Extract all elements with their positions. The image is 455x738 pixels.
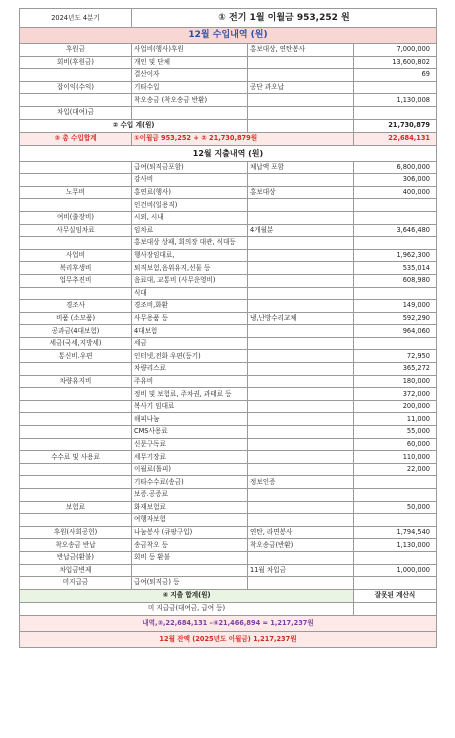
expense-item: 화재보험료 (132, 501, 248, 514)
expense-item: 송금착오 등 (132, 539, 248, 552)
income-title: 12월 수입내역 (원) (20, 28, 437, 44)
income-item: 착오송금 (착오송금 반환) (132, 94, 248, 107)
expense-amount: 1,794,540 (354, 526, 437, 539)
expense-row (20, 186, 437, 199)
expense-note: 체납액 포함 (248, 161, 354, 174)
expense-category (20, 199, 132, 212)
income-item: 개인 및 단체 (132, 56, 248, 69)
income-item (132, 106, 248, 119)
income-total-amount: 21,730,879 (354, 119, 437, 132)
expense-category: 후원(사회공헌) (20, 526, 132, 539)
expense-note: 연탄, 라면봉사 (248, 526, 354, 539)
grand-total-row (20, 132, 437, 145)
expense-amount: 6,800,000 (354, 161, 437, 174)
expense-note (248, 388, 354, 401)
income-row (20, 81, 437, 94)
expense-amount (354, 237, 437, 250)
expense-item: 여행자보험 (132, 514, 248, 527)
expense-item: 사무용품 등 (132, 312, 248, 325)
expense-amount: 372,000 (354, 388, 437, 401)
expense-note (248, 287, 354, 300)
expense-category: 비품 (소모품) (20, 312, 132, 325)
expense-category (20, 413, 132, 426)
expense-item: 음료대, 교통비 (사무운영비) (132, 274, 248, 287)
expense-row (20, 262, 437, 275)
income-row (20, 94, 437, 107)
expense-amount: 22,000 (354, 463, 437, 476)
expense-row (20, 300, 437, 313)
expense-note (248, 211, 354, 224)
unpaid-amount (354, 602, 437, 615)
expense-category (20, 426, 132, 439)
expense-note (248, 300, 354, 313)
expense-amount: 3,646,480 (354, 224, 437, 237)
expense-category (20, 174, 132, 187)
expense-row (20, 564, 437, 577)
expense-amount: 365,272 (354, 363, 437, 376)
grand-total-label: ③ 총 수입합계 (20, 132, 132, 145)
expense-amount: 535,014 (354, 262, 437, 275)
expense-note (248, 438, 354, 451)
expense-total-label: ④ 지출 합계(원) (20, 589, 354, 602)
expense-item: 홍연료(행사) (132, 186, 248, 199)
grand-total-formula: ①이월금 953,252 + ② 21,730,879원 (132, 132, 354, 145)
expense-note: 11월 차입금 (248, 564, 354, 577)
expense-total-row (20, 589, 437, 602)
expense-category (20, 463, 132, 476)
expense-item: 차량리스료 (132, 363, 248, 376)
income-amount (354, 81, 437, 94)
expense-amount: 400,000 (354, 186, 437, 199)
expense-row (20, 426, 437, 439)
unpaid-label: 미 지급금(대여금, 급여 등) (20, 602, 354, 615)
expense-category: 차입금변제 (20, 564, 132, 577)
expense-row (20, 312, 437, 325)
expense-row (20, 438, 437, 451)
expense-category (20, 400, 132, 413)
expense-item: CMS사용료 (132, 426, 248, 439)
expense-note (248, 199, 354, 212)
expense-item: 해피나눔 (132, 413, 248, 426)
expense-total-note: 잘못된 계산식 (354, 589, 437, 602)
income-item: 결산이자 (132, 69, 248, 82)
expense-category: 착오송금 반납 (20, 539, 132, 552)
expense-amount: 110,000 (354, 451, 437, 464)
expense-note: 냉,난방수리교체 (248, 312, 354, 325)
expense-category (20, 363, 132, 376)
expense-note: 홍보대상 (248, 186, 354, 199)
expense-note (248, 426, 354, 439)
expense-category (20, 287, 132, 300)
expense-item: 정비 및 보험료, 주차권, 과태료 등 (132, 388, 248, 401)
income-row (20, 106, 437, 119)
income-amount (354, 106, 437, 119)
expense-category (20, 237, 132, 250)
income-amount: 69 (354, 69, 437, 82)
income-note: 홍보대상, 연탄봉사 (248, 44, 354, 57)
expense-item: 경조비,화환 (132, 300, 248, 313)
expense-row (20, 463, 437, 476)
income-amount: 1,130,008 (354, 94, 437, 107)
expense-amount (354, 577, 437, 590)
expense-note (248, 237, 354, 250)
expense-amount: 1,130,000 (354, 539, 437, 552)
detail-formula: 내역,③,22,684,131 –④21,466,894 = 1,217,237원 (20, 615, 437, 631)
unpaid-row (20, 602, 437, 615)
expense-item: 신문구독료 (132, 438, 248, 451)
expense-note (248, 375, 354, 388)
expense-item: 홍보대상 상패, 회의장 대관, 식대등 (132, 237, 248, 250)
expense-row (20, 539, 437, 552)
expense-item (132, 564, 248, 577)
expense-amount: 50,000 (354, 501, 437, 514)
expense-amount: 1,000,000 (354, 564, 437, 577)
carryover-label: ① 전기 1월 이월금 953,252 원 (132, 9, 437, 28)
expense-note: 4개월분 (248, 224, 354, 237)
expense-row (20, 388, 437, 401)
expense-item: 퇴직보험,음위유지,선물 등 (132, 262, 248, 275)
expense-amount: 60,000 (354, 438, 437, 451)
expense-row (20, 577, 437, 590)
expense-category: 업무추진비 (20, 274, 132, 287)
income-note (248, 106, 354, 119)
expense-row (20, 274, 437, 287)
income-category: 차입(대여)금 (20, 106, 132, 119)
expense-note (248, 325, 354, 338)
income-category: 잡이익(수익) (20, 81, 132, 94)
expense-row (20, 325, 437, 338)
expense-category: 세금(국세,지방세) (20, 337, 132, 350)
expense-amount: 149,000 (354, 300, 437, 313)
expense-item: 회비 등 환불 (132, 551, 248, 564)
income-item: 사업비(행사)후원 (132, 44, 248, 57)
expense-category: 보험료 (20, 501, 132, 514)
expense-row (20, 211, 437, 224)
expense-category (20, 489, 132, 502)
expense-row (20, 350, 437, 363)
income-row (20, 56, 437, 69)
expense-row (20, 451, 437, 464)
expense-item: 나눔봉사 (큐팡구입) (132, 526, 248, 539)
expense-amount (354, 514, 437, 527)
expense-item: 강사비 (132, 174, 248, 187)
income-row (20, 44, 437, 57)
grand-total-amount: 22,684,131 (354, 132, 437, 145)
expense-note (248, 337, 354, 350)
expense-row (20, 413, 437, 426)
expense-row (20, 161, 437, 174)
ledger-sheet (19, 8, 436, 648)
expense-row (20, 249, 437, 262)
expense-amount: 180,000 (354, 375, 437, 388)
expense-amount: 11,000 (354, 413, 437, 426)
expense-item: 인터넷,전화 우편(등기) (132, 350, 248, 363)
expense-amount: 592,290 (354, 312, 437, 325)
expense-note (248, 514, 354, 527)
income-note (248, 69, 354, 82)
expense-amount: 306,000 (354, 174, 437, 187)
income-amount: 7,000,000 (354, 44, 437, 57)
expense-item: 인건비(일용직) (132, 199, 248, 212)
income-note (248, 56, 354, 69)
expense-category (20, 514, 132, 527)
expense-note (248, 501, 354, 514)
expense-note (248, 577, 354, 590)
expense-row (20, 514, 437, 527)
expense-row (20, 363, 437, 376)
income-category: 후원금 (20, 44, 132, 57)
income-item: 기타수입 (132, 81, 248, 94)
expense-note: 정보인증 (248, 476, 354, 489)
expense-note (248, 489, 354, 502)
expense-amount (354, 489, 437, 502)
expense-category (20, 438, 132, 451)
expense-category: 미지급금 (20, 577, 132, 590)
income-category (20, 94, 132, 107)
expense-row (20, 501, 437, 514)
expense-amount: 1,962,300 (354, 249, 437, 262)
expense-category: 사업비 (20, 249, 132, 262)
expense-item: 세무기장료 (132, 451, 248, 464)
period-label: 2024년도 4분기 (20, 9, 132, 28)
expense-item: 식대 (132, 287, 248, 300)
expense-item: 이월료(톨피) (132, 463, 248, 476)
expense-amount: 72,950 (354, 350, 437, 363)
expense-item: 임차료 (132, 224, 248, 237)
income-category: 회비(후원금) (20, 56, 132, 69)
expense-category: 통신비.우편 (20, 350, 132, 363)
income-note: 공단 과오납 (248, 81, 354, 94)
expense-note: 착오송금(반환) (248, 539, 354, 552)
expense-row (20, 224, 437, 237)
expense-note (248, 262, 354, 275)
expense-item: 기타수수료(송금) (132, 476, 248, 489)
income-category (20, 69, 132, 82)
expense-category: 사무실임차료 (20, 224, 132, 237)
expense-category: 반납금(환불) (20, 551, 132, 564)
ledger-table (19, 8, 437, 648)
expense-item: 행사장임대료, (132, 249, 248, 262)
expense-note (248, 413, 354, 426)
expense-category: 공과금(4대보험) (20, 325, 132, 338)
expense-row (20, 400, 437, 413)
expense-amount (354, 337, 437, 350)
expense-category: 노무비 (20, 186, 132, 199)
expense-category: 여비(출장비) (20, 211, 132, 224)
expense-title: 12월 지출내역 (원) (20, 145, 437, 161)
expense-item: 급여(퇴직금) 등 (132, 577, 248, 590)
expense-note (248, 400, 354, 413)
expense-category (20, 161, 132, 174)
expense-row (20, 375, 437, 388)
expense-amount (354, 199, 437, 212)
expense-amount (354, 551, 437, 564)
expense-item: 4대보험 (132, 325, 248, 338)
expense-row (20, 489, 437, 502)
expense-item: 보증.공증료 (132, 489, 248, 502)
expense-amount: 55,000 (354, 426, 437, 439)
expense-amount: 608,980 (354, 274, 437, 287)
expense-item: 세금 (132, 337, 248, 350)
expense-amount (354, 476, 437, 489)
expense-row (20, 174, 437, 187)
income-amount: 13,600,802 (354, 56, 437, 69)
expense-note (248, 350, 354, 363)
expense-note (248, 463, 354, 476)
expense-item: 주유비 (132, 375, 248, 388)
expense-item: 급여(퇴직금포함) (132, 161, 248, 174)
expense-note (248, 451, 354, 464)
detail-row (20, 615, 437, 631)
expense-row (20, 551, 437, 564)
income-total-blank (248, 119, 354, 132)
expense-note (248, 174, 354, 187)
expense-category (20, 388, 132, 401)
expense-row (20, 476, 437, 489)
expense-title-row (20, 145, 437, 161)
expense-category: 차량유지비 (20, 375, 132, 388)
expense-category (20, 476, 132, 489)
expense-row (20, 287, 437, 300)
expense-note (248, 249, 354, 262)
expense-row (20, 199, 437, 212)
expense-category: 복리후생비 (20, 262, 132, 275)
expense-item: 복사기 임대료 (132, 400, 248, 413)
income-row (20, 69, 437, 82)
balance-row (20, 631, 437, 647)
income-note (248, 94, 354, 107)
income-total-row (20, 119, 437, 132)
expense-row (20, 337, 437, 350)
expense-amount: 964,060 (354, 325, 437, 338)
expense-row (20, 526, 437, 539)
income-total-label: ② 수입 계(원) (20, 119, 248, 132)
expense-amount (354, 211, 437, 224)
expense-amount (354, 287, 437, 300)
expense-category: 경조사 (20, 300, 132, 313)
expense-amount: 200,000 (354, 400, 437, 413)
expense-note (248, 363, 354, 376)
expense-note (248, 551, 354, 564)
balance-label: 12월 잔액 (2025년도 이월금) 1,217,237원 (20, 631, 437, 647)
expense-row (20, 237, 437, 250)
expense-note (248, 274, 354, 287)
expense-item: 시외, 시내 (132, 211, 248, 224)
expense-category: 수수료 및 사용료 (20, 451, 132, 464)
